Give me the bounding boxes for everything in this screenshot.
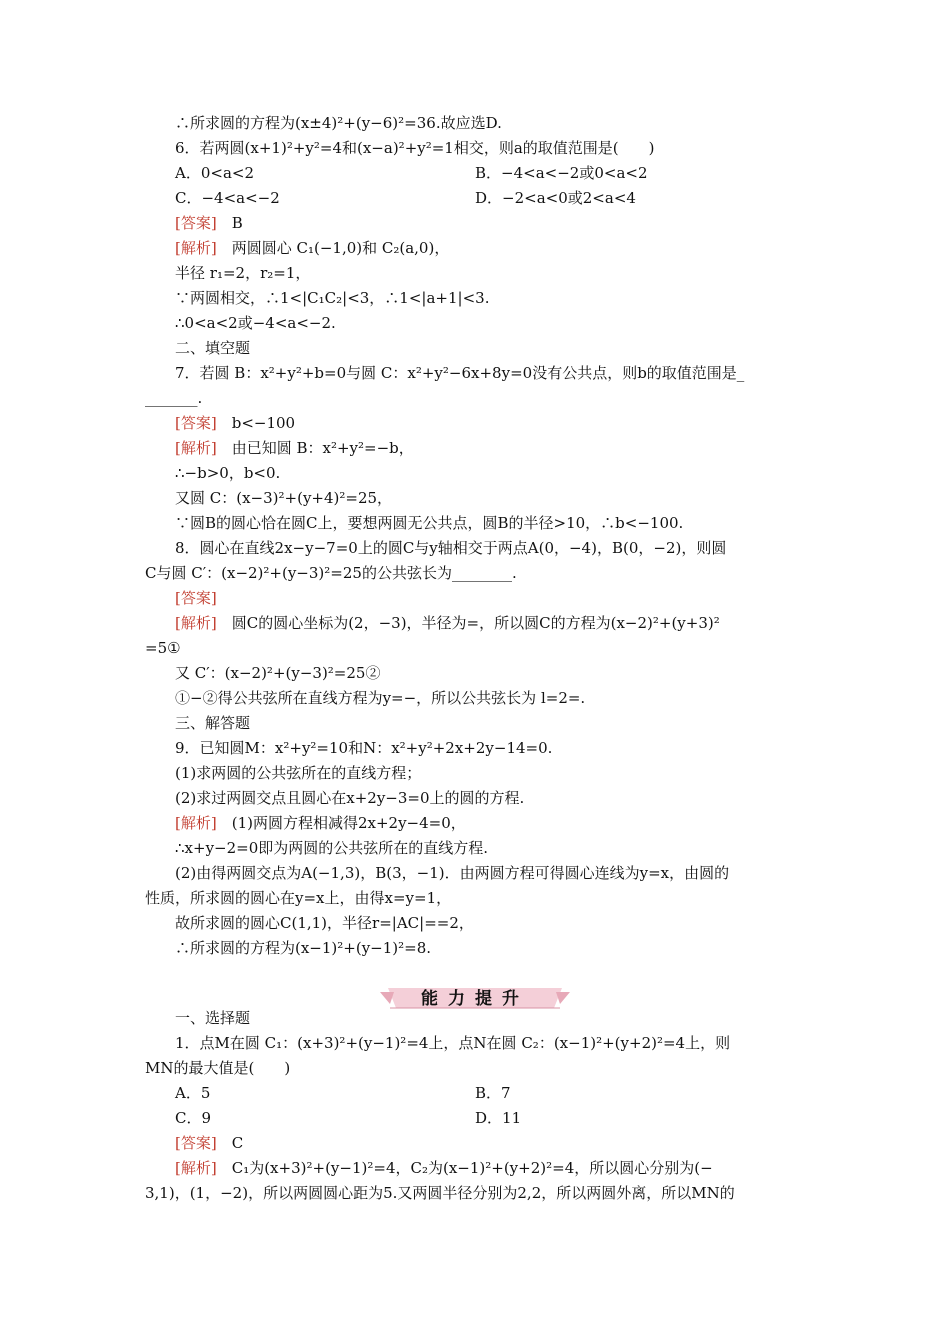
text-line [175, 862, 729, 884]
line-text: 9．已知圆M：x²+y²=10和N：x²+y²+2x+2y−14=0. [175, 739, 553, 757]
line-text: C₁为(x+3)²+(y−1)²=4，C₂为(x−1)²+(y+2)²=4，所以圆心分别为(− [216, 1159, 713, 1177]
section-banner [380, 982, 570, 1012]
option-text: B．7 [475, 1084, 511, 1102]
section-tag: [解析] [175, 439, 217, 457]
line-text: C．9 [175, 1109, 212, 1127]
text-line [175, 487, 392, 509]
text-line [175, 737, 552, 759]
line-text: ∴0<a<2或−4<a<−2. [175, 314, 336, 332]
text-line [175, 262, 310, 284]
line-text: ∴x+y−2=0即为两圆的公共弦所在的直线方程. [175, 839, 489, 857]
text-line [175, 1157, 713, 1179]
line-text: C [216, 1134, 244, 1152]
text-line [145, 562, 517, 584]
text-line [175, 762, 421, 784]
line-text: A．5 [175, 1084, 211, 1102]
text-line [175, 512, 683, 534]
text-line [175, 1007, 250, 1029]
line-text: B [216, 214, 243, 232]
text-line [175, 237, 449, 259]
line-text: 又 C′：(x−2)²+(y−3)²=25② [175, 664, 381, 682]
text-line [175, 462, 280, 484]
line-text: _______. [145, 389, 203, 407]
text-line [175, 787, 524, 809]
text-line [175, 187, 280, 209]
line-text: (2)由得两圆交点为A(−1,3)，B(3，−1)．由两圆方程可得圆心连线为y=x，由圆的 [175, 864, 730, 882]
line-text: 6．若两圆(x+1)²+y²=4和(x−a)²+y²=1相交，则a的取值范围是( ) [175, 139, 655, 157]
line-text: C．−4<a<−2 [175, 189, 280, 207]
line-text: 两圆圆心 C₁(−1,0)和 C₂(a,0)， [216, 239, 450, 257]
text-line [175, 912, 474, 934]
text-line [175, 1032, 730, 1054]
section-tag: [答案] [175, 414, 217, 432]
line-text: A．0<a<2 [175, 164, 254, 182]
option-text: D．11 [475, 1109, 522, 1127]
line-text: ①−②得公共弦所在直线方程为y=−，所以公共弦长为 l=2=. [175, 689, 586, 707]
line-text: 7．若圆 B：x²+y²+b=0与圆 C：x²+y²−6x+8y=0没有公共点，则b的取值范围是_ [175, 364, 745, 382]
section-tag: [解析] [175, 614, 217, 632]
text-line [175, 162, 254, 184]
line-text: MN的最大值是( ) [145, 1059, 291, 1077]
text-line [175, 812, 466, 834]
line-text: C与圆 C′：(x−2)²+(y−3)²=25的公共弦长为________. [145, 564, 517, 582]
line-text: 3,1)，(1，−2)，所以两圆圆心距为5.又两圆半径分别为2,2，所以两圆外离，所以MN的 [145, 1184, 735, 1202]
text-line [175, 437, 414, 459]
line-text: 二、填空题 [175, 339, 251, 357]
text-line [175, 537, 726, 559]
section-tag: [答案] [175, 214, 217, 232]
text-line [175, 687, 585, 709]
line-text: ∵两圆相交，∴1<|C₁C₂|<3，∴1<|a+1|<3. [175, 289, 490, 307]
text-line [175, 1132, 243, 1154]
option-text: B．−4<a<−2或0<a<2 [475, 164, 648, 182]
line-text: 故所求圆的圆心C(1,1)，半径r=|AC|==2， [175, 914, 474, 932]
line-text: =5① [145, 639, 181, 657]
text-line [175, 837, 488, 859]
text-line [175, 337, 250, 359]
banner-title: 能力提升 [421, 989, 529, 1009]
text-line [175, 287, 489, 309]
line-text: 1．点M在圆 C₁：(x+3)²+(y−1)²=4上，点N在圆 C₂：(x−1)²+(y+2)²=4上，则 [175, 1034, 731, 1052]
text-line [145, 1182, 735, 1204]
line-text: (1)求两圆的公共弦所在的直线方程； [175, 764, 422, 782]
line-text: 8．圆心在直线2x−y−7=0上的圆C与y轴相交于两点A(0，−4)，B(0，−2)，则圆 [175, 539, 727, 557]
text-line [175, 112, 502, 134]
section-tag: [答案] [175, 589, 217, 607]
text-line [175, 1082, 210, 1104]
section-tag: [答案] [175, 1134, 217, 1152]
line-text: b<−100 [216, 414, 296, 432]
section-tag: [解析] [175, 1159, 217, 1177]
text-line [175, 712, 250, 734]
text-line [145, 887, 451, 909]
section-tag: [解析] [175, 814, 217, 832]
line-text: 一、选择题 [175, 1009, 251, 1027]
line-text: 性质，所求圆的圆心在y=x上，由得x=y=1， [145, 889, 452, 907]
line-text: 半径 r₁=2，r₂=1， [175, 264, 311, 282]
text-line [175, 587, 217, 609]
text-line [145, 387, 202, 409]
line-text: ∴−b>0，b<0. [175, 464, 281, 482]
text-line [175, 412, 295, 434]
line-text: ∴所求圆的方程为(x−1)²+(y−1)²=8. [175, 939, 432, 957]
option-text: D．−2<a<0或2<a<4 [475, 189, 636, 207]
text-line [175, 362, 744, 384]
text-line [175, 662, 380, 684]
text-line [175, 212, 243, 234]
text-line [175, 937, 431, 959]
text-line [175, 137, 655, 159]
text-line [175, 1107, 211, 1129]
line-text: (1)两圆方程相减得2x+2y−4=0， [216, 814, 466, 832]
line-text: 三、解答题 [175, 714, 251, 732]
line-text: ∴所求圆的方程为(x±4)²+(y−6)²=36.故应选D. [175, 114, 502, 132]
text-line [145, 1057, 290, 1079]
section-tag: [解析] [175, 239, 217, 257]
text-line [175, 312, 336, 334]
text-line [145, 637, 181, 659]
line-text: 圆C的圆心坐标为(2，−3)，半径为=，所以圆C的方程为(x−2)²+(y+3)² [216, 614, 720, 632]
line-text: (2)求过两圆交点且圆心在x+2y−3=0上的圆的方程. [175, 789, 525, 807]
line-text: 又圆 C：(x−3)²+(y+4)²=25， [175, 489, 393, 507]
text-line [175, 612, 720, 634]
line-text: ∵圆B的圆心恰在圆C上，要想两圆无公共点，圆B的半径>10，∴b<−100. [175, 514, 684, 532]
line-text: 由已知圆 B：x²+y²=−b， [216, 439, 414, 457]
